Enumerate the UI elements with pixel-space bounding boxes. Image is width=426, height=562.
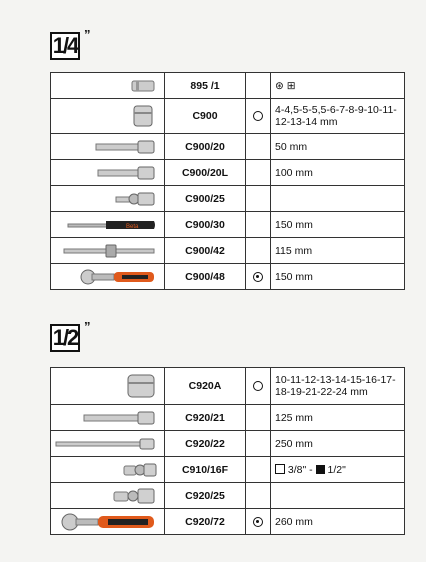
- bit-adapter-icon: [128, 76, 158, 96]
- tool-image-cell: [51, 368, 165, 405]
- table-row: [51, 134, 405, 160]
- table-row: [51, 368, 405, 405]
- drive-size-badge: [50, 319, 91, 352]
- mark-cell: [246, 368, 271, 405]
- tool-image-cell: [51, 264, 165, 290]
- sliding-t-bar-icon: [62, 241, 158, 261]
- tool-image-cell: [51, 186, 165, 212]
- inch-mark: ”: [84, 319, 91, 334]
- deep-socket-icon: [124, 372, 158, 400]
- part-desc: 150 mm: [271, 212, 405, 238]
- part-code: C920/22: [165, 431, 246, 457]
- part-code: C920/72: [165, 509, 246, 535]
- mark-cell: [246, 457, 271, 483]
- table-row: [51, 160, 405, 186]
- part-desc: [271, 186, 405, 212]
- part-code: C920A: [165, 368, 246, 405]
- table-row: [51, 264, 405, 290]
- part-code: C920/21: [165, 405, 246, 431]
- gear-mark-icon: [253, 272, 263, 282]
- tool-image-cell: [51, 238, 165, 264]
- svg-text:Beta: Beta: [126, 223, 139, 230]
- mark-cell: [246, 431, 271, 457]
- part-desc: 50 mm: [271, 134, 405, 160]
- part-code: C900/20L: [165, 160, 246, 186]
- part-code: 895 /1: [165, 73, 246, 99]
- drive-size-label: 1/4: [52, 33, 78, 58]
- part-desc: [271, 483, 405, 509]
- table-row: [51, 186, 405, 212]
- mark-cell: [246, 212, 271, 238]
- table-row: [51, 212, 405, 238]
- tool-image-cell: [51, 457, 165, 483]
- part-desc: 150 mm: [271, 264, 405, 290]
- part-desc: 260 mm: [271, 509, 405, 535]
- part-desc: 10-11-12-13-14-15-16-17-18-19-21-22-24 mm: [271, 368, 405, 405]
- tool-image-cell: [51, 509, 165, 535]
- part-desc: 115 mm: [271, 238, 405, 264]
- inch-mark: ”: [84, 27, 91, 42]
- adapter-universal-joint-icon: [122, 460, 158, 480]
- drive-size-badge: [50, 27, 91, 60]
- circle-mark-icon: [253, 111, 263, 121]
- drive-size-label: 1/2: [52, 325, 78, 350]
- table-row: [51, 509, 405, 535]
- tool-image-cell: [51, 405, 165, 431]
- part-code: C900/42: [165, 238, 246, 264]
- mark-cell: [246, 483, 271, 509]
- mark-cell: [246, 134, 271, 160]
- part-desc: ⊛ ⊞: [271, 73, 405, 99]
- long-extension-bar-icon: [96, 163, 158, 183]
- mark-cell: [246, 160, 271, 186]
- part-code: C900/30: [165, 212, 246, 238]
- square-open-icon: [275, 464, 285, 474]
- table-row: [51, 431, 405, 457]
- part-desc: 100 mm: [271, 160, 405, 186]
- circle-mark-icon: [253, 381, 263, 391]
- spinner-handle-icon: [66, 215, 158, 235]
- part-code: C910/16F: [165, 457, 246, 483]
- table-row: [51, 99, 405, 134]
- table-row: [51, 238, 405, 264]
- extension-bar-icon: [82, 408, 158, 428]
- mark-cell: [246, 186, 271, 212]
- universal-joint-icon: [112, 486, 158, 506]
- table-row: [51, 73, 405, 99]
- mark-cell: [246, 509, 271, 535]
- table-row: [51, 457, 405, 483]
- ratchet-icon: [60, 512, 158, 532]
- tool-image-cell: [51, 134, 165, 160]
- part-code: C920/25: [165, 483, 246, 509]
- part-desc: 250 mm: [271, 431, 405, 457]
- spec-table: [50, 72, 405, 290]
- mark-cell: [246, 264, 271, 290]
- mark-cell: [246, 405, 271, 431]
- tool-image-cell: [51, 431, 165, 457]
- universal-joint-icon: [114, 189, 158, 209]
- tool-image-cell: [51, 483, 165, 509]
- mark-cell: [246, 73, 271, 99]
- part-desc: 125 mm: [271, 405, 405, 431]
- part-desc: 4-4,5-5-5,5-6-7-8-9-10-11-12-13-14 mm: [271, 99, 405, 134]
- part-code: C900/20: [165, 134, 246, 160]
- long-extension-bar-icon: [54, 434, 158, 454]
- desc-part-1: 3/8" -: [287, 463, 316, 476]
- tool-image-cell: [51, 160, 165, 186]
- desc-part-2: 1/2": [327, 463, 346, 476]
- square-filled-icon: [316, 465, 325, 474]
- extension-bar-icon: [94, 137, 158, 157]
- part-code: C900/25: [165, 186, 246, 212]
- mark-cell: [246, 99, 271, 134]
- ratchet-icon: [78, 267, 158, 287]
- socket-icon: [128, 104, 158, 128]
- mark-cell: [246, 238, 271, 264]
- part-code: C900/48: [165, 264, 246, 290]
- table-row: [51, 405, 405, 431]
- tool-image-cell: [51, 73, 165, 99]
- tool-image-cell: [51, 212, 165, 238]
- tool-image-cell: [51, 99, 165, 134]
- part-code: C900: [165, 99, 246, 134]
- gear-mark-icon: [253, 517, 263, 527]
- table-row: [51, 483, 405, 509]
- spec-table: [50, 367, 405, 535]
- part-desc: [271, 457, 405, 483]
